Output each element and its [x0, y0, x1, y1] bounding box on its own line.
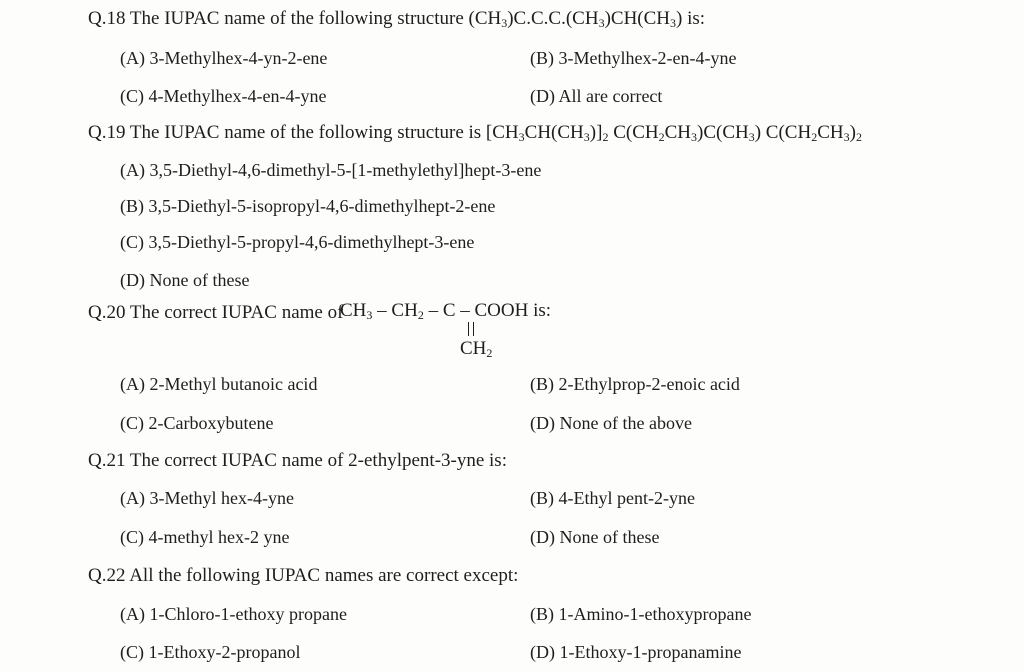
- question-text: The IUPAC name of the following structure $(CH_3)C.C.C.(CH_3)CH(CH_3)$ is:: [129, 8, 706, 30]
- question-text: The IUPAC name of the following structure is $[CH_3CH(CH_3)]_2$ $C(CH_2CH_3)C(CH_3)$ $C(CH_2CH_3)_2$: [129, 122, 862, 144]
- question-number: Q.21: [88, 450, 126, 471]
- question-text: The correct IUPAC name of: [129, 302, 344, 323]
- option-d: (D) None of the above: [530, 413, 692, 433]
- question-number: Q.20: [88, 302, 126, 323]
- option-b: (B) 3,5-Diethyl-5-isopropyl-4,6-dimethylhept-2-ene: [120, 196, 496, 216]
- option-a: (A) 1-Chloro-1-ethoxy propane: [120, 604, 347, 624]
- option-b: (B) 1-Amino-1-ethoxypropane: [530, 604, 752, 624]
- question-19: [88, 122, 862, 144]
- question-18: [88, 8, 705, 30]
- methylene-branch: $CH_2$: [460, 338, 493, 360]
- option-b: (B) 2-Ethylprop-2-enoic acid: [530, 374, 740, 394]
- option-a: (A) 3,5-Diethyl-4,6-dimethyl-5-[1-methylethyl]hept-3-ene: [120, 160, 542, 180]
- double-bond: [468, 322, 474, 336]
- option-a: (A) 2-Methyl butanoic acid: [120, 374, 318, 394]
- option-d: (D) None of these: [530, 527, 660, 547]
- question-number: Q.22: [88, 565, 126, 586]
- option-a: (A) 3-Methyl hex-4-yne: [120, 488, 294, 508]
- option-c: (C) 4-Methylhex-4-en-4-yne: [120, 86, 327, 106]
- question-21: [88, 450, 507, 472]
- option-c: (C) 4-methyl hex-2 yne: [120, 527, 290, 547]
- option-d: (D) All are correct: [530, 86, 663, 106]
- question-22: [88, 565, 518, 587]
- option-d: (D) None of these: [120, 270, 250, 290]
- option-b: (B) 4-Ethyl pent-2-yne: [530, 488, 695, 508]
- option-b: (B) 3-Methylhex-2-en-4-yne: [530, 48, 737, 68]
- option-c: (C) 1-Ethoxy-2-propanol: [120, 642, 301, 662]
- question-text: All the following IUPAC names are correct except:: [129, 565, 519, 586]
- question-number: Q.19: [88, 122, 126, 143]
- structural-formula: $CH_3 - CH_2$ – C – COOH is: $CH_2$: [340, 300, 552, 360]
- question-text: The correct IUPAC name of 2-ethylpent-3-yne is:: [129, 450, 507, 471]
- option-c: (C) 3,5-Diethyl-5-propyl-4,6-dimethylhept-3-ene: [120, 232, 475, 252]
- question-20: [88, 302, 343, 324]
- question-number: Q.18: [88, 8, 126, 29]
- option-d: (D) 1-Ethoxy-1-propanamine: [530, 642, 742, 662]
- option-c: (C) 2-Carboxybutene: [120, 413, 274, 433]
- option-a: (A) 3-Methylhex-4-yn-2-ene: [120, 48, 328, 68]
